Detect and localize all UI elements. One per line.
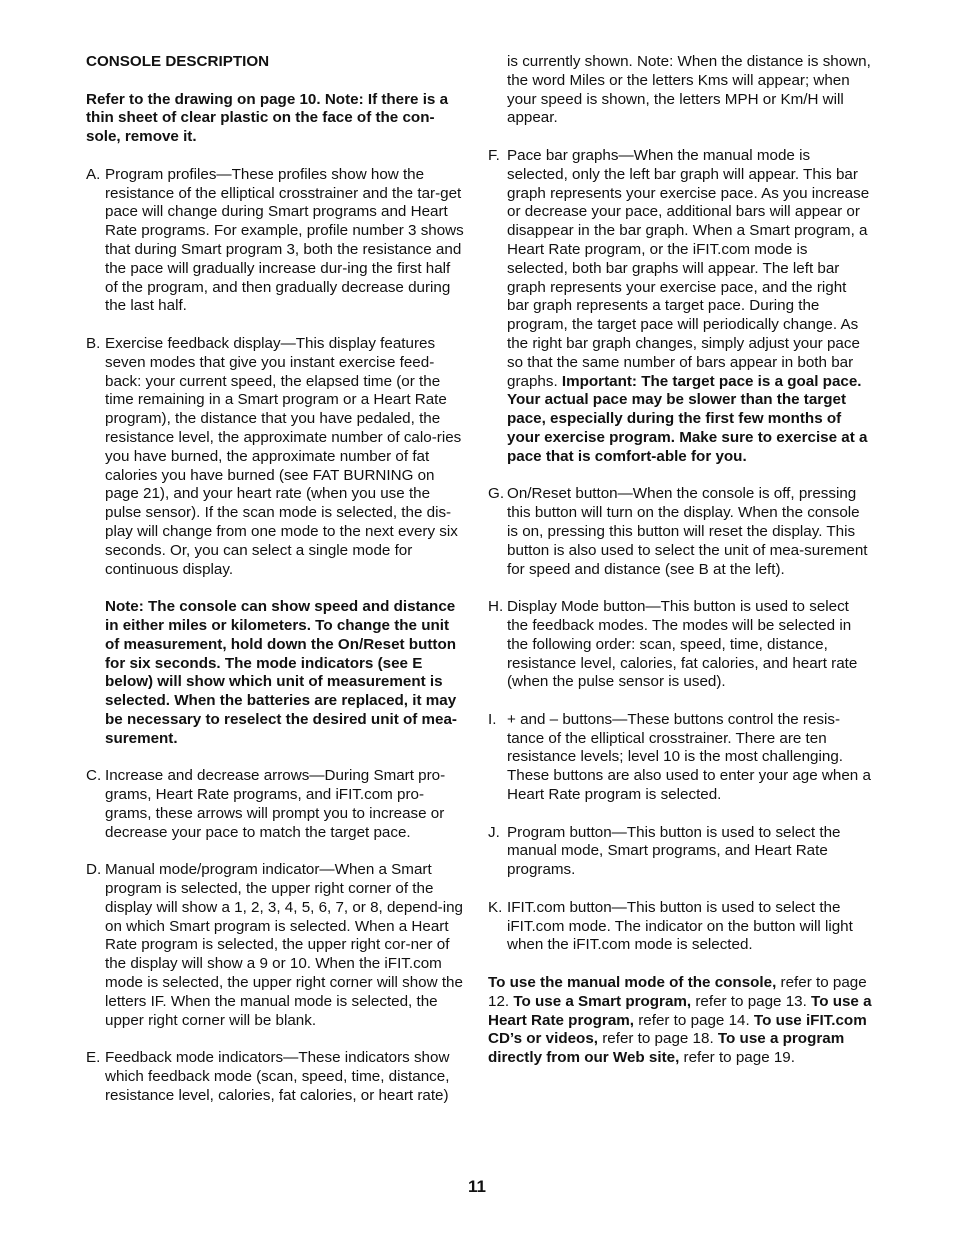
item-letter: A. [86,165,101,183]
item-a [86,166,466,316]
left-column [86,53,466,1124]
page-number: 11 [468,1177,486,1196]
item-text: Program button—This button is used to select the manual mode, Smart programs, and Heart Rate programs. [507,823,841,879]
item-text: Manual mode/program indicator—When a Smart program is selected, the upper right corner of the display will show a 1, 2, 3, 4, 5, 6, 7, or 8, depend-ing on which Smart program is selected. When a Heart Rate program is selected, the upper right cor-ner of the display will show a 9 or 10. When the iFIT.com mode is selected, the upper right corner will show the letters IF. When the manual mode is selected, the upper right corner will be blank. [105,861,463,1029]
item-k [488,899,872,955]
item-letter: K. [488,898,503,916]
item-d [86,861,466,1030]
item-c [86,767,466,842]
item-text: Increase and decrease arrows—During Smart pro-grams, Heart Rate programs, and iFIT.com pro-grams, these arrows will prompt you to increase or decrease your pace to match the target pace. [105,767,446,841]
item-text: Pace bar graphs—When the manual mode is selected, only the left bar graph will appear. This bar graph represents your exercise pace. As you increase or decrease your pace, additional bars will appear or disappear in the bar graph. When a Smart program, a Heart Rate program, or the iFIT.com mode is selected, both bar graphs will appear. The left bar graph represents your exercise pace, and the right bar graph represents a target pace. During the program, the target pace will periodically change. As the right bar graph changes, simply adjust your pace so that the same number of bars appear in both bar graphs. [507,146,870,390]
item-text-wrap [507,147,872,467]
pace-warning: Important: The target pace is a goal pace. Your actual pace may be slower than the target pace, especially during the first few months of your exercise program. Make sure to exercise at a pace that is comfort-able for you. [507,372,868,465]
ref-ifit-cd-label: To use iFIT.com CD’s or videos, [488,1011,867,1048]
item-text: Feedback mode indicators—These indicators show which feedback mode (scan, speed, time, distance, resistance level, calories, fat calories, or heart rate) [105,1049,450,1104]
item-text: + and – buttons—These buttons control the resis-tance of the elliptical crosstrainer. There are ten resistance levels; level 10 is the most challenging. These buttons are also used to enter your age when a Heart Rate program is selected. [507,710,871,804]
item-text: Display Mode button—This button is used to select the feedback modes. The modes will be selected in the following order: scan, speed, time, distance, resistance level, calories, fat calories, and heart rate (when the pulse sensor is used). [507,598,858,691]
item-e-continuation: is currently shown. Note: When the distance is shown, the word Miles or the letters Kms will appear; when your speed is shown, the letters MPH or Km/H will appear. [507,53,871,127]
item-text: On/Reset button—When the console is off, pressing this button will turn on the display. When the console is on, pressing this button will reset the display. This button is also used to select the unit of mea-surement for speed and distance (see B at the left). [507,485,868,578]
item-b [86,335,466,749]
item-letter: C. [86,767,102,785]
ref-manual-label: To use the manual mode of the console, [488,974,777,992]
item-text: Program profiles—These profiles show how the resistance of the elliptical crosstrainer and the tar-get pace will change during Smart programs and Heart Rate programs. For example, profile number 3 shows that during Smart program 3, both the resistance and the pace will gradually increase dur-ing the first half of the program, and then gradually decrease during the last half. [105,165,464,315]
ref-smart-label: To use a Smart program, [513,992,692,1010]
item-g [488,485,872,579]
ref-ifit-cd-page: refer to page 18. [598,1030,718,1048]
item-i [488,711,872,805]
item-letter: J. [488,823,500,841]
ref-web-page: refer to page 19. [679,1049,795,1067]
item-j [488,824,872,880]
item-letter: G. [488,485,505,503]
item-f [488,147,872,467]
item-letter: I. [488,710,497,728]
ref-web-label: To use a program directly from our Web site, [488,1030,845,1067]
item-letter: F. [488,146,500,164]
ref-heart-rate-page: refer to page 14. [634,1011,754,1029]
item-text: Exercise feedback display—This display features seven modes that give you instant exercise feed-back: your current speed, the elapsed time (or the time remaining in a Smart program or a Heart Rate program), the distance that you have pedaled, the resistance level, the approximate number of calo-ries you have burned, the approximate number of fat calories you have burned (see FAT BURNING on page 21), and your heart rate (when you use the pulse sensor). If the scan mode is selected, the dis-play will change from one mode to the next every six seconds. Or, you can select a single mode for continuous display. [105,334,462,578]
intro-note: Refer to the drawing on page 10. Note: If there is a thin sheet of clear plastic on the face of the con-sole, remove it. [86,90,449,146]
item-text: IFIT.com button—This button is used to select the iFIT.com mode. The indicator on the button will light when the iFIT.com mode is selected. [507,898,853,954]
item-letter: B. [86,334,101,352]
ref-smart-page: refer to page 13. [691,992,812,1010]
ref-manual-page: refer to page 12. [488,974,867,1010]
ref-heart-rate-label: To use a Heart Rate program, [488,992,872,1029]
right-column [488,53,872,1087]
item-letter: H. [488,598,504,616]
section-heading: CONSOLE DESCRIPTION [86,53,270,70]
unit-note: Note: The console can show speed and distance in either miles or kilometers. To change the unit of measurement, hold down the On/Reset button for six seconds. The mode indicators (see E below) will show which unit of measurement is selected. When the batteries are replaced, it may be necessary to reselect the desired unit of mea-surement. [105,598,457,747]
item-letter: D. [86,861,102,879]
item-letter: E. [86,1049,101,1067]
item-h [488,598,872,692]
item-e [86,1049,466,1105]
closing-references [488,974,872,1068]
